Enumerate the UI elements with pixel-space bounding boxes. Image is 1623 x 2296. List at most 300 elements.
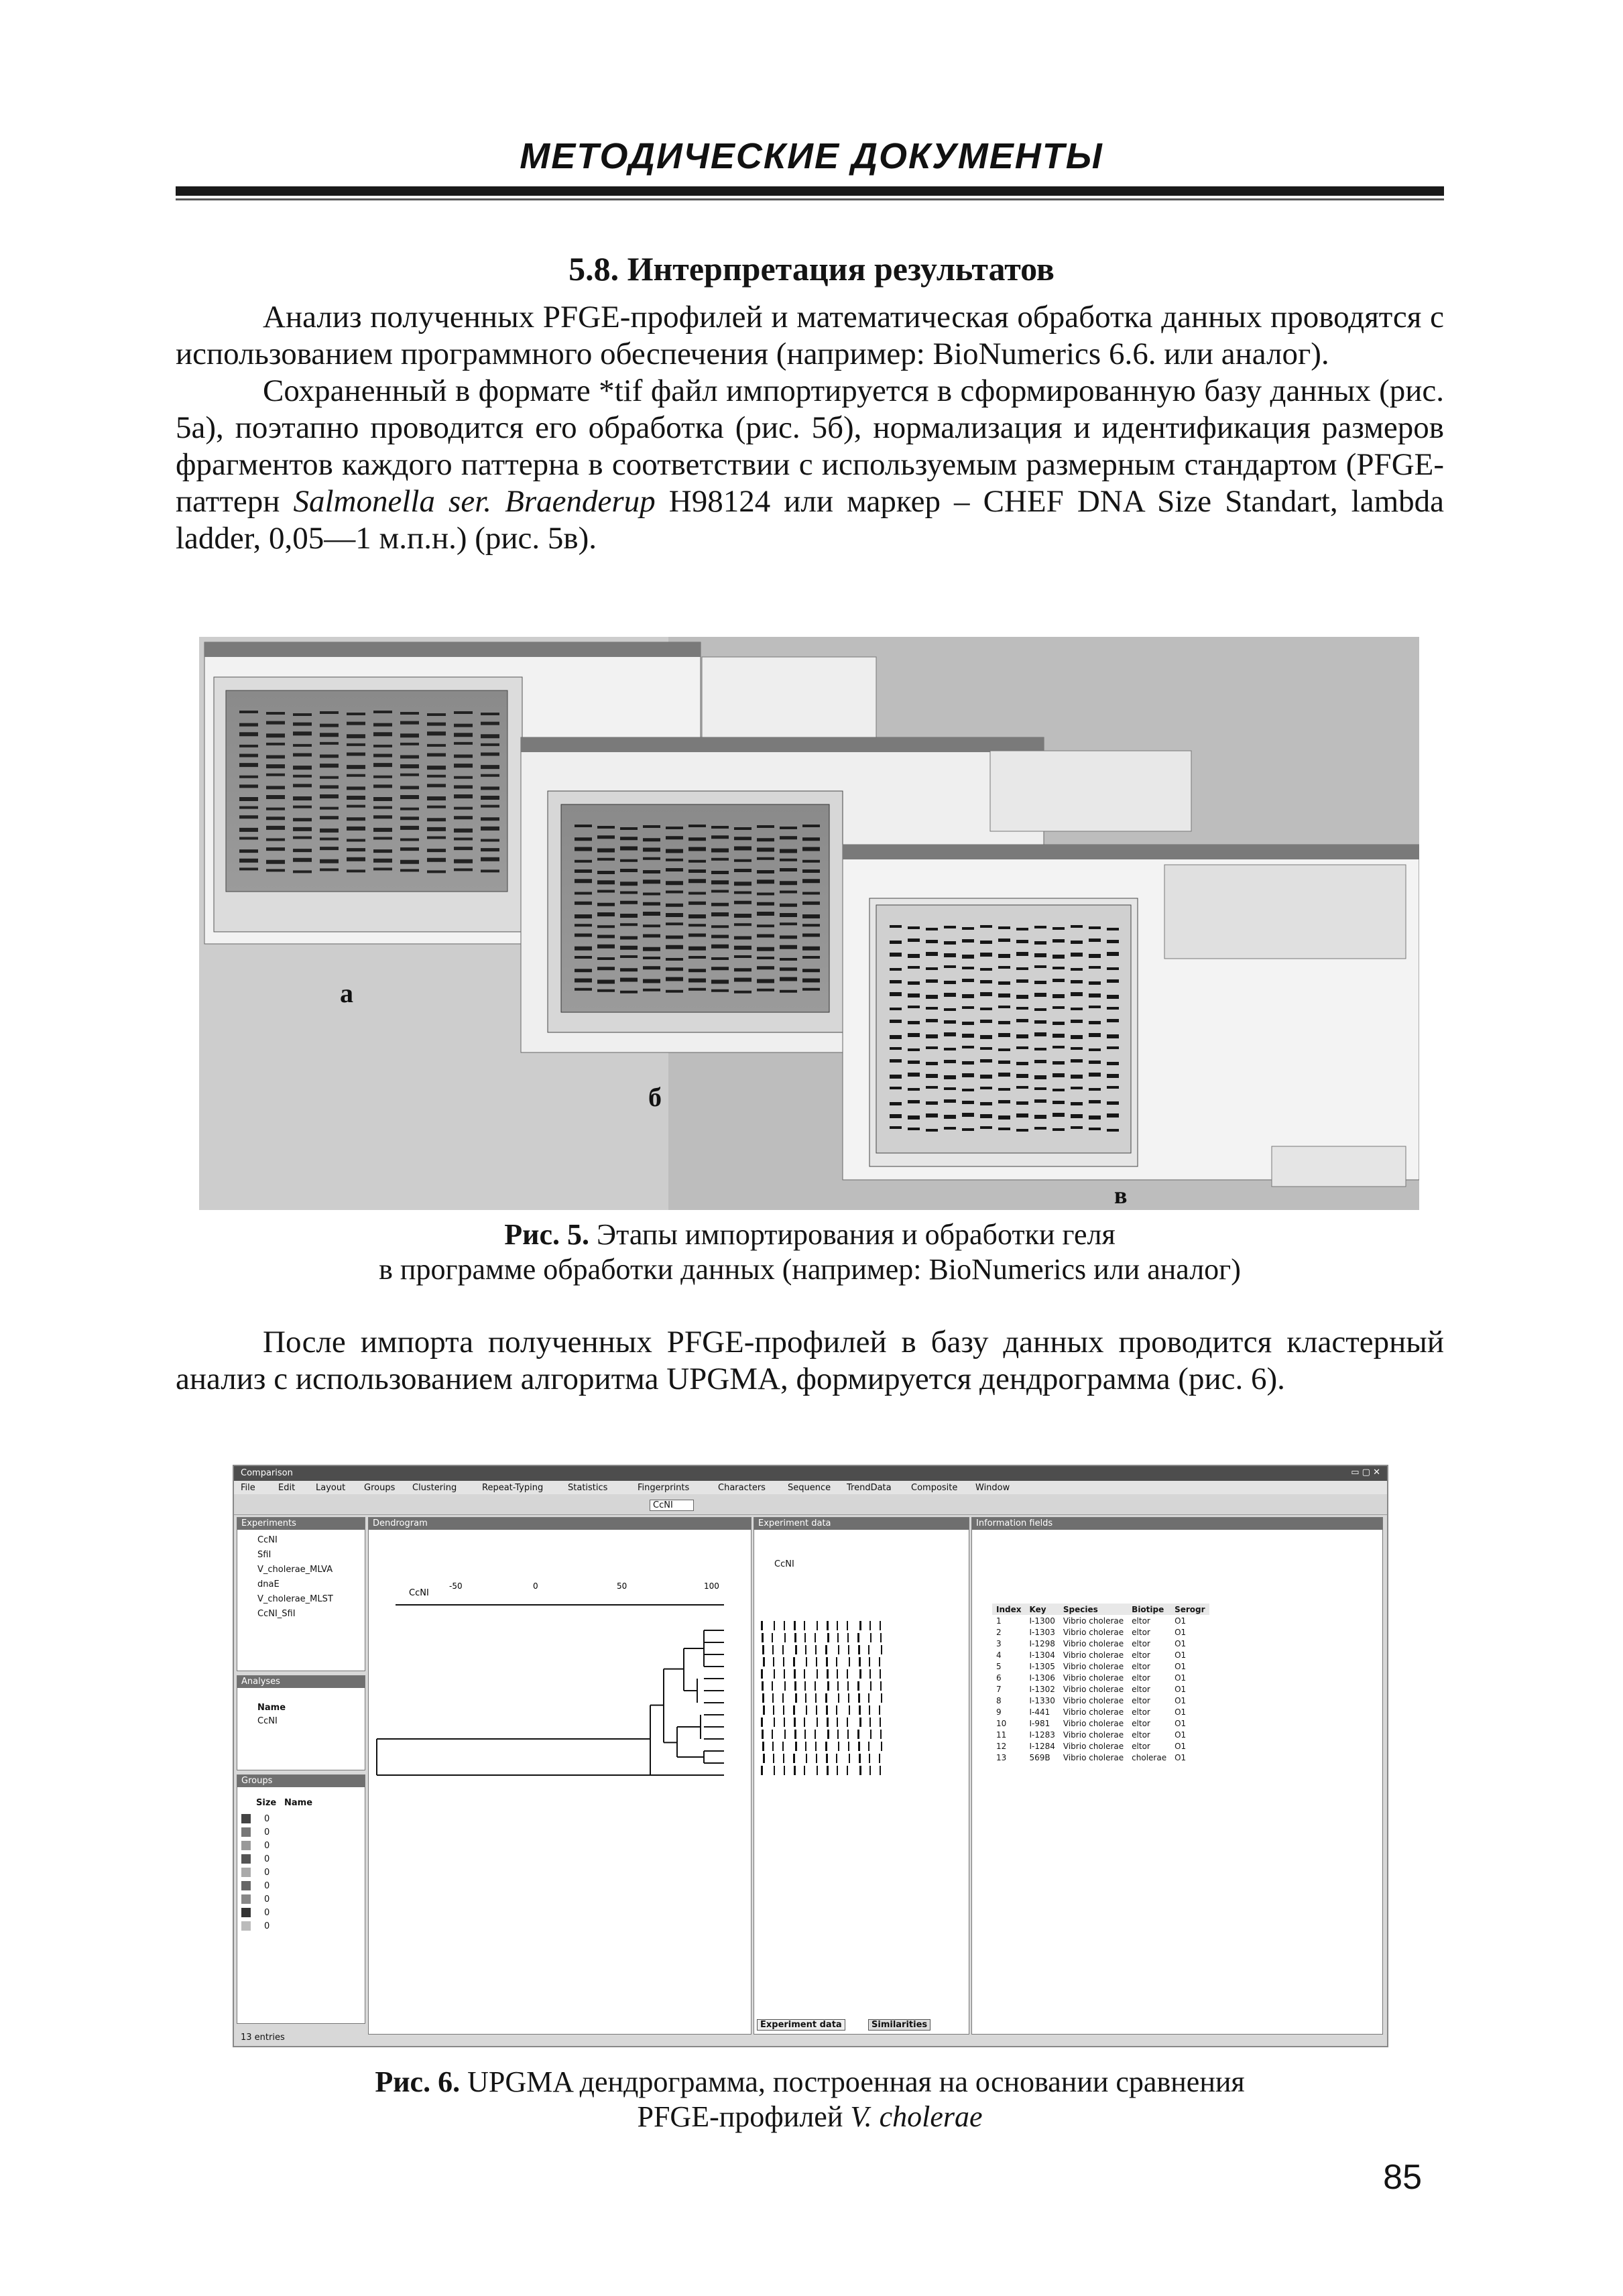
gel-band <box>293 744 312 747</box>
gel-band <box>1071 992 1083 996</box>
gel-band <box>688 988 706 991</box>
band-mark <box>784 1633 786 1642</box>
table-row[interactable] <box>992 1615 1209 1626</box>
gel-band <box>400 795 419 799</box>
experiment-item[interactable]: dnaE <box>257 1579 280 1589</box>
gel-band <box>980 1035 992 1039</box>
band-mark <box>817 1766 818 1775</box>
gel-band <box>454 847 473 850</box>
table-cell: Vibrio cholerae <box>1063 1684 1124 1694</box>
band-mark <box>880 1621 881 1630</box>
menu-item-characters[interactable]: Characters <box>718 1483 766 1493</box>
column-header[interactable]: Biotipe <box>1128 1604 1170 1615</box>
gel-band <box>890 1102 902 1105</box>
gel-band <box>427 796 446 800</box>
label-b: б <box>648 1082 662 1112</box>
gel-band <box>780 922 797 925</box>
gel-band <box>454 838 473 841</box>
gel-band <box>427 784 446 787</box>
column-header[interactable]: Index <box>992 1604 1025 1615</box>
band-mark <box>804 1766 805 1775</box>
band-mark <box>794 1730 796 1739</box>
gel-band <box>1107 952 1119 956</box>
table-row[interactable] <box>992 1672 1209 1683</box>
menu-item-composite[interactable]: Composite <box>911 1483 958 1493</box>
table-row[interactable] <box>992 1683 1209 1695</box>
gel-band <box>454 733 473 737</box>
header-rule-thin <box>176 198 1444 200</box>
gel-band <box>239 763 258 767</box>
gel-band <box>1034 1032 1046 1036</box>
band-mark <box>859 1657 861 1667</box>
gel-band <box>980 1047 992 1050</box>
band-mark <box>794 1681 796 1691</box>
band-mark <box>815 1633 816 1642</box>
gel-band <box>780 827 797 829</box>
gel-band <box>400 808 419 810</box>
gel-band <box>1034 1099 1046 1103</box>
gel-band <box>908 954 920 958</box>
gel-band <box>427 744 446 747</box>
gel-band <box>980 980 992 983</box>
gel-band <box>890 941 902 944</box>
band-mark <box>837 1633 839 1642</box>
gel-band <box>597 989 615 992</box>
table-row[interactable] <box>992 1729 1209 1740</box>
menu-item-groups[interactable]: Groups <box>364 1483 396 1493</box>
gel-band <box>373 806 392 809</box>
gel-band <box>944 1032 956 1036</box>
gel-band <box>1016 1074 1028 1078</box>
gel-band <box>757 825 774 828</box>
gel-band <box>1053 1073 1065 1077</box>
gel-band <box>373 763 392 767</box>
gel-band <box>711 925 729 928</box>
information-table <box>992 1604 1209 1763</box>
gel-band <box>780 913 797 917</box>
gel-band <box>890 953 902 957</box>
gel-band <box>620 882 638 886</box>
band-mark <box>836 1705 837 1715</box>
gel-band <box>1053 1006 1065 1009</box>
band-mark <box>794 1621 796 1630</box>
gel-band <box>1107 1046 1119 1049</box>
gel-band <box>926 1074 938 1078</box>
band-mark <box>815 1693 817 1703</box>
gel-band <box>757 880 774 884</box>
band-mark <box>806 1657 807 1667</box>
gel-band <box>734 936 752 940</box>
gel-band <box>643 838 660 841</box>
gel-band <box>666 945 683 949</box>
gel-band <box>373 732 392 736</box>
analyses-item[interactable]: CcNI <box>257 1716 278 1726</box>
band-mark <box>815 1681 816 1691</box>
table-row[interactable] <box>992 1660 1209 1672</box>
band-mark <box>783 1657 784 1667</box>
tab-experiment-data[interactable]: Experiment data <box>757 2019 845 2031</box>
menu-item-statistics[interactable]: Statistics <box>568 1483 608 1493</box>
gel-band <box>908 981 920 985</box>
gel-band <box>373 797 392 801</box>
gel-band <box>481 722 499 725</box>
band-mark <box>815 1742 817 1751</box>
gel-band <box>944 1127 956 1130</box>
gel-band <box>400 869 419 871</box>
band-mark <box>848 1693 849 1703</box>
tab-similarities[interactable]: Similarities <box>868 2019 930 2031</box>
band-mark <box>870 1633 871 1642</box>
table-row[interactable] <box>992 1706 1209 1717</box>
band-mark <box>879 1705 880 1715</box>
band-mark <box>858 1742 860 1751</box>
gel-band <box>320 868 339 871</box>
column-header[interactable]: Serogr <box>1170 1604 1209 1615</box>
table-row[interactable] <box>992 1649 1209 1660</box>
dendrogram-scale-label: -50 <box>449 1581 463 1591</box>
window-title: Comparison <box>241 1468 293 1478</box>
gel-band <box>620 936 638 940</box>
gel-band <box>1071 1059 1083 1063</box>
gel-band <box>454 776 473 779</box>
gel-band <box>293 818 312 821</box>
gel-band <box>944 1008 956 1011</box>
band-mark <box>762 1693 764 1703</box>
band-mark <box>816 1705 817 1715</box>
figure-5-number: Рис. 5. <box>504 1218 590 1251</box>
band-mark <box>881 1645 882 1654</box>
gel-band <box>620 837 638 840</box>
gel-band <box>373 776 392 778</box>
gel-band <box>802 956 820 959</box>
gel-band <box>1016 1062 1028 1065</box>
gel-band <box>944 1020 956 1024</box>
gel-band <box>802 847 820 851</box>
table-cell: I-1284 <box>1029 1741 1055 1751</box>
gel-band <box>400 712 419 715</box>
gel-band <box>1089 939 1101 942</box>
gel-band <box>998 1021 1010 1024</box>
gel-band <box>802 837 820 841</box>
gel-band <box>597 880 615 884</box>
table-cell: O1 <box>1175 1661 1187 1671</box>
menu-item-window[interactable]: Window <box>975 1483 1010 1493</box>
gel-band <box>266 847 285 851</box>
figure-6-window <box>233 1465 1388 2047</box>
band-mark <box>782 1645 784 1654</box>
band-mark <box>773 1754 774 1763</box>
gel-band <box>998 1033 1010 1037</box>
gel-band <box>780 990 797 993</box>
menu-item-sequence[interactable]: Sequence <box>788 1483 831 1493</box>
menu-item-file[interactable]: File <box>241 1483 255 1493</box>
gel-band <box>980 1087 992 1089</box>
table-row[interactable] <box>992 1626 1209 1638</box>
gel-band <box>320 838 339 841</box>
gel-band <box>757 912 774 916</box>
gel-band <box>293 723 312 726</box>
gel-band <box>998 1073 1010 1077</box>
gel-band <box>293 870 312 873</box>
gel-band <box>575 956 592 959</box>
gel-band <box>908 993 920 998</box>
band-mark <box>847 1766 848 1775</box>
gel-band <box>454 764 473 768</box>
experiment-item[interactable]: SfiI <box>257 1550 272 1560</box>
gel-band <box>926 1062 938 1065</box>
gel-band <box>1053 927 1065 930</box>
table-cell: I-1305 <box>1029 1661 1055 1671</box>
gel-band <box>643 966 660 969</box>
experiments-pane <box>237 1517 365 1671</box>
gel-band <box>1107 1086 1119 1089</box>
gel-band <box>481 743 499 746</box>
gel-band <box>643 947 660 951</box>
gel-band <box>266 743 285 745</box>
label-c: в <box>1114 1182 1128 1209</box>
gel-band <box>239 806 258 809</box>
table-cell: 3 <box>996 1638 1002 1648</box>
menu-item-layout[interactable]: Layout <box>316 1483 346 1493</box>
gel-band <box>1107 1007 1119 1010</box>
gel-band <box>575 847 592 851</box>
gel-band <box>1071 968 1083 971</box>
band-mark <box>870 1681 871 1691</box>
gel-band <box>454 724 473 727</box>
gel-band <box>266 786 285 789</box>
experiment-data-title: Experiment data <box>754 1518 969 1530</box>
gel-band <box>400 733 419 737</box>
gel-band <box>980 941 992 944</box>
table-cell: Vibrio cholerae <box>1063 1718 1124 1728</box>
band-mark <box>847 1681 849 1691</box>
information-fields-pane <box>971 1517 1383 2035</box>
gel-band <box>293 858 312 862</box>
table-row[interactable] <box>992 1752 1209 1763</box>
gel-band <box>1053 994 1065 998</box>
groups-name-header: Name <box>284 1798 313 1808</box>
band-mark <box>880 1681 882 1691</box>
gel-band <box>908 966 920 969</box>
gel-band <box>575 902 592 905</box>
label-a: а <box>340 978 353 1008</box>
table-cell: 6 <box>996 1673 1002 1683</box>
gel-band <box>734 837 752 840</box>
running-header: МЕТОДИЧЕСКИЕ ДОКУМЕНТЫ <box>520 136 1103 176</box>
table-cell: Vibrio cholerae <box>1063 1695 1124 1705</box>
gel-band <box>481 753 499 756</box>
gel-band <box>962 1022 974 1025</box>
table-row[interactable] <box>992 1638 1209 1649</box>
gel-band <box>734 882 752 886</box>
gel-band <box>944 1099 956 1103</box>
gel-band <box>481 786 499 790</box>
menu-item-clustering[interactable]: Clustering <box>412 1483 457 1493</box>
gel-band <box>373 815 392 819</box>
gel-band <box>400 847 419 851</box>
gel-band <box>427 870 446 873</box>
gel-band <box>597 890 615 893</box>
gel-band <box>734 827 752 830</box>
band-mark <box>772 1693 774 1703</box>
menu-item-fingerprints[interactable]: Fingerprints <box>638 1483 690 1493</box>
band-mark <box>784 1669 785 1679</box>
band-mark <box>849 1657 850 1667</box>
gel-band <box>980 1008 992 1010</box>
gel-band <box>481 848 499 851</box>
gel-band <box>780 936 797 939</box>
table-row[interactable] <box>992 1740 1209 1752</box>
gel-band <box>620 892 638 894</box>
band-mark <box>870 1730 871 1739</box>
experiment-item[interactable]: CcNI <box>257 1535 278 1545</box>
band-mark <box>847 1633 849 1642</box>
gel-band <box>620 901 638 904</box>
table-cell: eltor <box>1132 1673 1150 1683</box>
gel-band <box>597 935 615 939</box>
gel-band <box>454 794 473 798</box>
gel-band <box>1016 1086 1028 1089</box>
gel-band <box>400 839 419 841</box>
experiment-item[interactable]: CcNI_SfiI <box>257 1609 296 1619</box>
gel-band <box>688 969 706 972</box>
band-mark <box>794 1717 796 1727</box>
gel-band <box>1034 926 1046 928</box>
gel-band <box>1107 1129 1119 1132</box>
table-cell: cholerae <box>1132 1752 1167 1762</box>
gel-band <box>666 849 683 853</box>
band-mark <box>817 1621 818 1630</box>
gel-band <box>998 1100 1010 1103</box>
gel-band <box>1071 1075 1083 1079</box>
menu-item-trenddata[interactable]: TrendData <box>847 1483 892 1493</box>
information-fields-title: Information fields <box>972 1518 1382 1530</box>
gel-band <box>347 786 365 790</box>
header-rule <box>176 186 1444 196</box>
gel-band <box>711 871 729 874</box>
table-cell: 569B <box>1029 1752 1050 1762</box>
menu-item-edit[interactable]: Edit <box>278 1483 296 1493</box>
gel-band <box>400 756 419 759</box>
gel-band <box>1089 1021 1101 1024</box>
group-size: 0 <box>264 1908 270 1918</box>
gel-band <box>481 817 499 821</box>
gel-band <box>239 797 258 801</box>
gel-band <box>944 1048 956 1050</box>
gel-band <box>926 928 938 930</box>
gel-band <box>908 1021 920 1024</box>
table-cell: eltor <box>1132 1707 1150 1717</box>
gel-band <box>1034 1048 1046 1050</box>
table-cell: I-1300 <box>1029 1616 1055 1626</box>
band-mark <box>794 1633 796 1642</box>
gel-band <box>962 1101 974 1104</box>
gel-band <box>980 1102 992 1105</box>
gel-band <box>998 939 1010 942</box>
gel-band <box>944 941 956 945</box>
gel-band <box>734 955 752 958</box>
column-header[interactable]: Key <box>1025 1604 1059 1615</box>
gel-band <box>1107 1034 1119 1038</box>
gel-band <box>890 1126 902 1129</box>
screenshot-c <box>843 845 1419 1187</box>
gel-band <box>757 848 774 852</box>
gel-band <box>347 713 365 715</box>
experiment-item[interactable]: V_cholerae_MLVA <box>257 1565 333 1575</box>
band-mark <box>794 1766 796 1775</box>
band-mark <box>869 1705 870 1715</box>
column-header[interactable]: Species <box>1059 1604 1128 1615</box>
band-mark <box>805 1742 806 1751</box>
gel-band <box>998 1006 1010 1008</box>
gel-band <box>926 1034 938 1038</box>
page-number: 85 <box>1383 2158 1422 2197</box>
gel-band <box>802 969 820 972</box>
table-cell: O1 <box>1175 1741 1187 1751</box>
gel-band <box>802 914 820 918</box>
table-row[interactable] <box>992 1717 1209 1729</box>
menu-item-repeat-typing[interactable]: Repeat-Typing <box>482 1483 544 1493</box>
table-cell: I-1330 <box>1029 1695 1055 1705</box>
gel-band <box>980 1075 992 1079</box>
toolbar-select[interactable]: CcNI <box>650 1500 694 1511</box>
gel-band <box>980 953 992 957</box>
table-row[interactable] <box>992 1695 1209 1706</box>
gel-band <box>597 945 615 949</box>
gel-band <box>266 774 285 776</box>
band-mark <box>763 1705 765 1715</box>
table-cell: Vibrio cholerae <box>1063 1673 1124 1683</box>
gel-band <box>320 764 339 768</box>
band-mark <box>804 1621 805 1630</box>
gel-band <box>780 958 797 961</box>
band-mark <box>763 1657 765 1667</box>
gel-band <box>575 914 592 918</box>
gel-band <box>373 828 392 832</box>
experiment-item[interactable]: V_cholerae_MLST <box>257 1594 333 1604</box>
gel-band <box>454 785 473 788</box>
table-cell: Vibrio cholerae <box>1063 1616 1124 1626</box>
gel-band <box>239 711 258 713</box>
gel-band <box>427 766 446 770</box>
gel-band <box>734 991 752 993</box>
gel-band <box>757 947 774 951</box>
table-cell: Vibrio cholerae <box>1063 1752 1124 1762</box>
band-mark <box>762 1730 764 1739</box>
gel-band <box>711 903 729 906</box>
gel-band <box>926 995 938 999</box>
gel-band <box>400 774 419 776</box>
gel-band <box>400 860 419 864</box>
gel-band <box>373 754 392 758</box>
gel-band <box>454 868 473 871</box>
gel-band <box>688 956 706 959</box>
gel-band <box>1071 925 1083 928</box>
gel-band <box>1034 953 1046 957</box>
gel-band <box>427 827 446 831</box>
group-color-swatch <box>241 1854 251 1864</box>
band-mark <box>825 1693 827 1703</box>
table-cell: 13 <box>996 1752 1007 1762</box>
gel-band <box>643 848 660 852</box>
gel-band <box>802 947 820 951</box>
gel-band <box>944 926 956 928</box>
gel-band <box>1071 1102 1083 1105</box>
gel-band <box>620 859 638 862</box>
gel-band <box>481 774 499 777</box>
gel-band <box>427 723 446 726</box>
group-size: 0 <box>264 1921 270 1931</box>
